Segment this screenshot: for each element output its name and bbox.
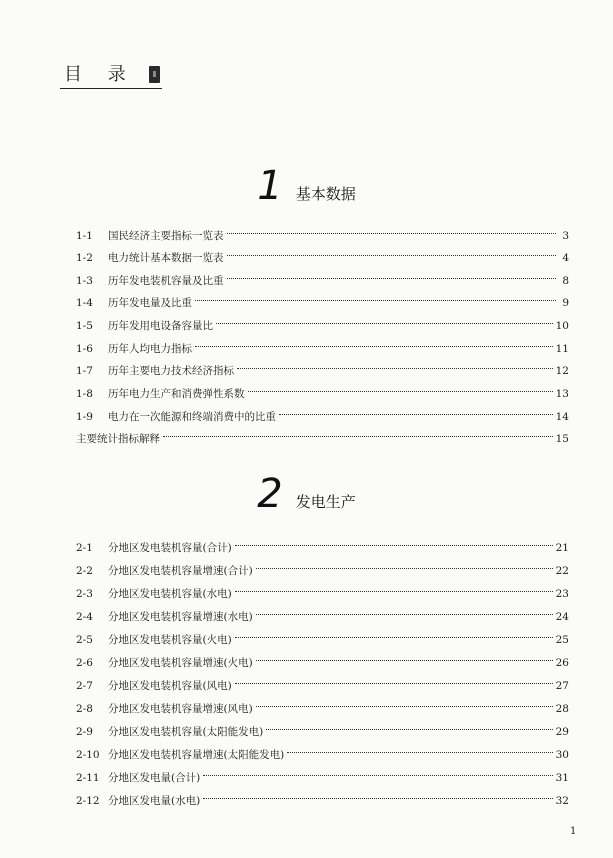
toc-entry-title: 分地区发电量(合计): [108, 772, 201, 784]
toc-entry[interactable]: [76, 248, 569, 268]
toc-entry[interactable]: [76, 676, 569, 696]
leader-dots: [279, 413, 553, 415]
leader-dots: [195, 345, 553, 347]
toc-entry-number: 2-10: [76, 749, 100, 761]
toc-entry-title: 电力在一次能源和终端消费中的比重: [108, 411, 276, 423]
toc-entry-page: 31: [555, 772, 569, 784]
toc-entry-title: 历年发电量及比重: [108, 297, 192, 309]
toc-entry[interactable]: [76, 745, 569, 765]
toc-entry-number: 1-8: [76, 388, 93, 400]
toc-entry[interactable]: [76, 607, 569, 627]
toc-entry[interactable]: [76, 699, 569, 719]
toc-entry-number: 2-11: [76, 772, 100, 784]
section-title: 基本数据: [295, 185, 356, 203]
leader-dots: [227, 232, 557, 234]
toc-entry-page: 8: [562, 275, 569, 287]
toc-header: [60, 58, 162, 89]
toc-entry-title: 分地区发电装机容量(合计): [108, 542, 232, 554]
page-number: 1: [570, 826, 577, 837]
toc-entry-page: 30: [555, 749, 569, 761]
leader-dots: [287, 751, 552, 753]
section-heading-1: [0, 163, 613, 209]
leader-dots: [248, 390, 553, 392]
toc-entry-page: 26: [555, 657, 569, 669]
section-heading-2: [0, 471, 613, 517]
toc-entry-page: 13: [555, 388, 569, 400]
toc-entry[interactable]: [76, 271, 569, 291]
page-title: 目 录: [64, 64, 136, 85]
toc-entry-title: 分地区发电装机容量(水电): [108, 588, 232, 600]
toc-entry[interactable]: [76, 429, 569, 449]
leader-dots: [256, 613, 553, 615]
toc-entry[interactable]: [76, 316, 569, 336]
toc-entry-title: 分地区发电装机容量增速(水电): [108, 611, 253, 623]
toc-entry-title: 分地区发电量(水电): [108, 795, 201, 807]
toc-entry[interactable]: [76, 722, 569, 742]
toc-entry-page: 14: [555, 411, 569, 423]
toc-entry-title: 分地区发电装机容量增速(火电): [108, 657, 253, 669]
toc-entry-number: 1-6: [76, 343, 93, 355]
toc-entry-number: 2-7: [76, 680, 93, 692]
toc-entry[interactable]: [76, 384, 569, 404]
leader-dots: [235, 590, 553, 592]
toc-entry-number: 2-9: [76, 726, 93, 738]
toc-entry-title: 历年人均电力指标: [108, 343, 192, 355]
toc-entry[interactable]: [76, 226, 569, 246]
toc-entry-page: 23: [555, 588, 569, 600]
toc-entry[interactable]: [76, 653, 569, 673]
toc-entry-page: 10: [555, 320, 569, 332]
section-title: 发电生产: [295, 493, 356, 511]
toc-entry-title: 分地区发电装机容量增速(太阳能发电): [108, 749, 285, 761]
toc-entry-page: 32: [555, 795, 569, 807]
leader-dots: [235, 682, 553, 684]
toc-entry-number: 1-1: [76, 230, 93, 242]
toc-entry[interactable]: [76, 584, 569, 604]
leader-dots: [256, 705, 553, 707]
toc-entry[interactable]: [76, 791, 569, 811]
leader-dots: [203, 797, 552, 799]
section-number: 1: [257, 163, 283, 209]
toc-entry[interactable]: [76, 538, 569, 558]
leader-dots: [163, 435, 553, 437]
toc-entry-title: 历年发用电设备容量比: [108, 320, 213, 332]
toc-entry-title: 历年主要电力技术经济指标: [108, 365, 234, 377]
leader-dots: [256, 659, 553, 661]
toc-entry-title: 电力统计基本数据一览表: [108, 252, 224, 264]
toc-entry-page: 29: [555, 726, 569, 738]
toc-entry-number: 2-2: [76, 565, 93, 577]
toc-entry[interactable]: [76, 768, 569, 788]
toc-entry-title: 历年电力生产和消费弹性系数: [108, 388, 245, 400]
toc-entry-title: 分地区发电装机容量增速(合计): [108, 565, 253, 577]
toc-entry-title: 国民经济主要指标一览表: [108, 230, 224, 242]
leader-dots: [195, 299, 556, 301]
toc-entry-title: 历年发电装机容量及比重: [108, 275, 224, 287]
toc-entry-number: 2-12: [76, 795, 100, 807]
toc-entry-number: 2-6: [76, 657, 93, 669]
toc-entry-page: 4: [562, 252, 569, 264]
toc-entry-number: 2-4: [76, 611, 93, 623]
toc-entry-number: 2-3: [76, 588, 93, 600]
leader-dots: [227, 277, 557, 279]
toc-entry-title: 主要统计指标解释: [76, 433, 160, 445]
leader-dots: [256, 567, 553, 569]
toc-entry-number: 1-4: [76, 297, 93, 309]
toc-entry-page: 15: [555, 433, 569, 445]
toc-entry-page: 21: [555, 542, 569, 554]
toc-entry[interactable]: [76, 293, 569, 313]
toc-entry-number: 1-7: [76, 365, 93, 377]
toc-entry-title: 分地区发电装机容量(太阳能发电): [108, 726, 264, 738]
toc-entry-title: 分地区发电装机容量(火电): [108, 634, 232, 646]
leader-dots: [237, 367, 553, 369]
toc-entry-number: 1-5: [76, 320, 93, 332]
toc-entry[interactable]: [76, 361, 569, 381]
toc-entry-title: 分地区发电装机容量增速(风电): [108, 703, 253, 715]
toc-entry-number: 2-1: [76, 542, 93, 554]
toc-entry-number: 1-2: [76, 252, 93, 264]
toc-entry[interactable]: [76, 561, 569, 581]
toc-entry-page: 27: [555, 680, 569, 692]
toc-entry-page: 28: [555, 703, 569, 715]
toc-entry[interactable]: [76, 407, 569, 427]
leader-dots: [235, 544, 553, 546]
toc-entry-page: 11: [555, 343, 569, 355]
toc-entry[interactable]: [76, 630, 569, 650]
toc-entry[interactable]: [76, 339, 569, 359]
leader-dots: [203, 774, 552, 776]
toc-entry-number: 2-5: [76, 634, 93, 646]
toc-entry-page: 22: [555, 565, 569, 577]
toc-entry-title: 分地区发电装机容量(风电): [108, 680, 232, 692]
toc-entry-number: 2-8: [76, 703, 93, 715]
toc-entry-number: 1-3: [76, 275, 93, 287]
section-number: 2: [257, 471, 283, 517]
leader-dots: [235, 636, 553, 638]
bookmark-icon: [149, 66, 160, 83]
leader-dots: [227, 254, 557, 256]
toc-entry-number: 1-9: [76, 411, 93, 423]
toc-entry-page: 9: [562, 297, 569, 309]
toc-entry-page: 12: [555, 365, 569, 377]
toc-entry-page: 25: [555, 634, 569, 646]
leader-dots: [216, 322, 553, 324]
toc-entry-page: 3: [562, 230, 569, 242]
leader-dots: [266, 728, 552, 730]
toc-entry-page: 24: [555, 611, 569, 623]
